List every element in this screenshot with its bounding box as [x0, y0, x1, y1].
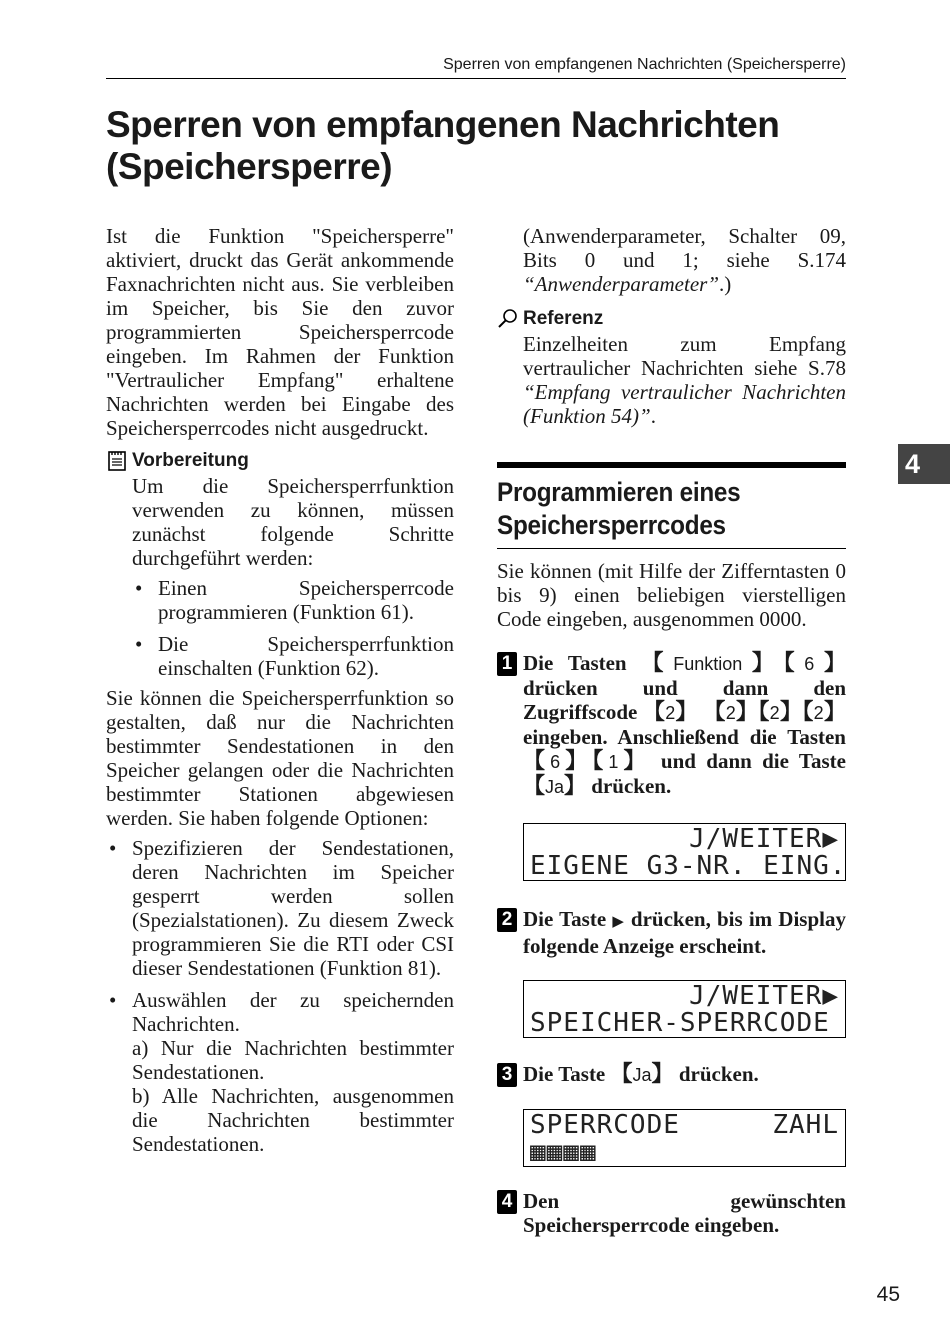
bullet-icon: • [109, 988, 117, 1012]
preparation-list [132, 576, 454, 680]
section-title: Programmieren eines Speichersperrcodes [497, 477, 741, 540]
right-arrow-icon: ▶ [612, 914, 625, 930]
lcd-line: EIGENE G3-NR. EING. [530, 851, 847, 881]
key-2: 【2】 [642, 699, 698, 724]
step-4-text: Den gewünschten Speichersperrcode eingeben. [523, 1189, 846, 1237]
lcd-display-2 [523, 980, 846, 1038]
bullet-icon: • [135, 576, 143, 600]
step-number: 1 [497, 652, 517, 676]
list-item: • Auswählen der zu speichernden Nachrichten. a) Nur die Nachrichten bestimmter Sendestationen. b) Alle Nachrichten, ausgenommen die Nachrichten bestimmter Sendestationen. [109, 988, 454, 1156]
left-column [106, 224, 454, 1164]
key-funktion: 【Funktion】 [641, 650, 784, 675]
bullet-icon: • [109, 836, 117, 860]
chapter-tab: 4 [898, 444, 950, 484]
step-4 [497, 1189, 846, 1237]
step-3-text: Die Taste 【Ja】 drücken. [523, 1061, 759, 1086]
lcd-line: J/WEITER▶ [689, 824, 839, 854]
lcd-line: SPEICHER-SPERRCODE [530, 1008, 830, 1038]
running-header: Sperren von empfangenen Nachrichten (Speichersperre) [443, 56, 846, 73]
lcd-display-1 [523, 823, 846, 881]
options-intro: Sie können die Speichersperrfunktion so gestalten, daß nur die Nachrichten bestimmter Sendestationen in den Speicher gelangen oder die Nachrichten bestimmter Stationen abgewiesen werden. Sie haben folgende Optionen: [106, 686, 454, 830]
preparation-heading-label: Vorbereitung [132, 450, 249, 471]
key-6: 【6】 [783, 650, 846, 675]
section-intro: Sie können (mit Hilfe der Zifferntasten 0 bis 9) einen beliebigen vierstelligen Code eingeben, ausgenommen 0000. [497, 559, 846, 631]
notepad-icon [106, 450, 128, 472]
step-2-text: Die Taste ▶ drücken, bis im Display folgende Anzeige erscheint. [523, 907, 846, 958]
step-3 [497, 1062, 846, 1167]
lcd-line: SPERRCODE ZAHL [530, 1110, 839, 1140]
step-number: 2 [497, 908, 517, 932]
intro-paragraph: Ist die Funktion "Speichersperre" aktiviert, druckt das Gerät ankommende Faxnachrichten nicht aus. Sie verbleiben im Speicher, bis Sie den zuvor programmierten Speichersperrcode eingeben. Im Rahmen der Funktion "Vertraulicher Empfang" erhaltene Nachrichten werden bei Eingabe des Speichersperrcodes nicht ausgedruckt. [106, 224, 454, 440]
lcd-line: ▦▦▦▦ [530, 1137, 597, 1167]
key-6: 【6】 [523, 748, 593, 773]
reference-heading [497, 306, 846, 332]
preparation-heading [106, 448, 454, 474]
preparation-text: Um die Speichersperrfunktion verwenden zu können, müssen zunächst folgende Schritte durchgeführt werden: [132, 474, 454, 570]
key-2: 【2】 [802, 699, 846, 724]
step-2 [497, 907, 846, 1038]
reference-heading-label: Referenz [523, 308, 604, 329]
list-item: • Die Speichersperrfunktion einschalten (Funktion 62). [135, 632, 454, 680]
step-number: 4 [497, 1190, 517, 1214]
page-title [106, 104, 866, 188]
lcd-line: J/WEITER▶ [689, 981, 839, 1011]
key-ja: 【Ja】 [523, 773, 587, 798]
page-title-line1: Sperren von empfangenen Nachrichten [106, 104, 780, 145]
step-number: 3 [497, 1063, 517, 1087]
right-column [497, 224, 846, 1237]
header-rule [106, 78, 846, 79]
list-item: • Einen Speichersperrcode programmieren (Funktion 61). [135, 576, 454, 624]
magnifier-icon [497, 308, 519, 330]
reference-text: Einzelheiten zum Empfang vertraulicher Nachrichten siehe S.78 “Empfang vertraulicher Nachrichten (Funktion 54)”. [523, 332, 846, 428]
preparation-block [132, 474, 454, 680]
bullet-icon: • [135, 632, 143, 656]
list-item: • Spezifizieren der Sendestationen, deren Nachrichten im Speicher gesperrt werden sollen (Spezialstationen). Zu diesem Zweck programmieren Sie die RTI oder CSI dieser Sendestationen (Funktion 81). [109, 836, 454, 980]
key-2: 【2】 [758, 699, 803, 724]
step-1 [497, 651, 846, 881]
section-rule-thick [497, 462, 846, 468]
lcd-display-3 [523, 1109, 846, 1167]
page-number: 45 [876, 1283, 900, 1306]
key-ja: 【Ja】 [610, 1061, 674, 1086]
page-title-line2: (Speichersperre) [106, 146, 393, 187]
key-2: 【2】 [703, 699, 759, 724]
section-rule-thin [497, 548, 846, 549]
step-1-text: Die Tasten 【Funktion】【6】 drücken und dann den Zugriffscode 【2】 【2】【2】【2】 eingeben. Anschließend die Tasten 【6】【1】 und dann die Taste 【Ja】 drücken. [523, 650, 846, 798]
key-1: 【1】 [592, 748, 651, 773]
options-list [106, 836, 454, 1156]
continued-text: (Anwenderparameter, Schalter 09, Bits 0 und 1; siehe S.174 “Anwenderparameter”.) [523, 224, 846, 296]
